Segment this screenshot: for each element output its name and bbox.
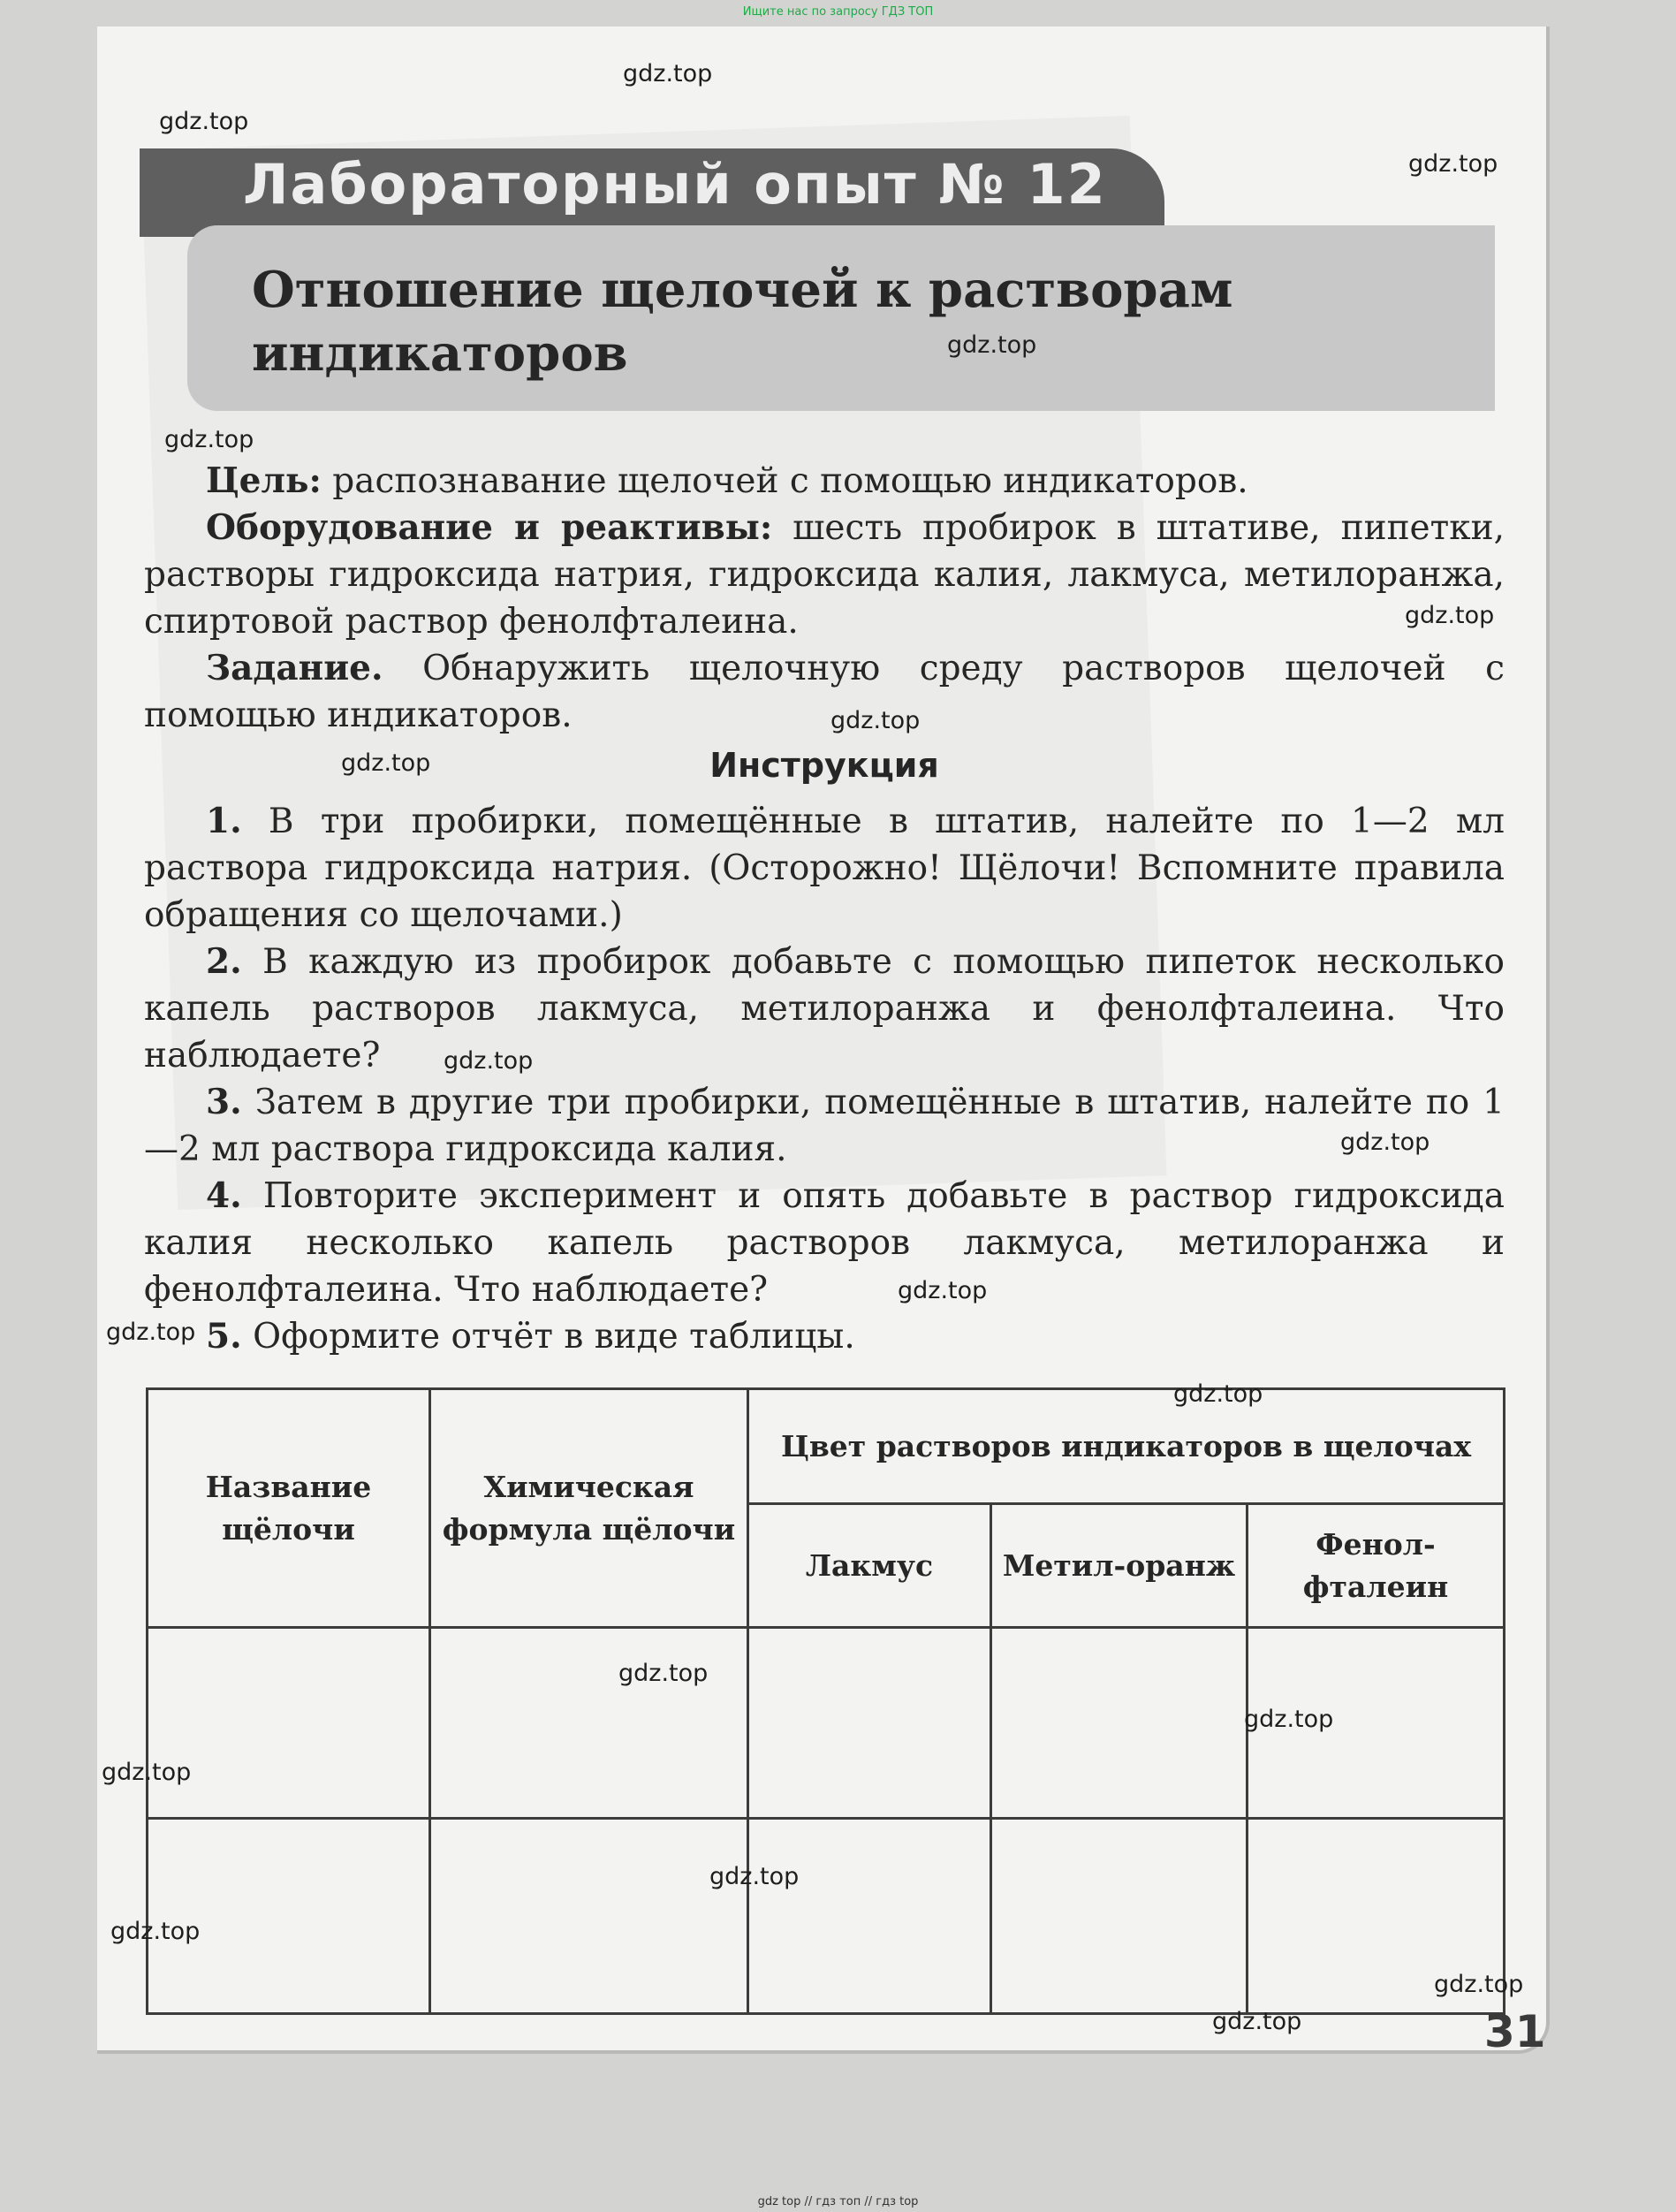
instruction-heading: Инструкция bbox=[709, 746, 939, 785]
watermark: gdz.top bbox=[1173, 1380, 1263, 1408]
goal-paragraph bbox=[144, 458, 1505, 505]
watermark: gdz.top bbox=[444, 1047, 534, 1075]
step-4 bbox=[144, 1173, 1505, 1313]
watermark: gdz.top bbox=[106, 1319, 196, 1346]
watermark: gdz.top bbox=[898, 1277, 988, 1304]
goal-text: распознавание щелочей с помощью индикаторов. bbox=[321, 461, 1248, 501]
report-table bbox=[146, 1387, 1505, 2015]
top-note: Ищите нас по запросу ГДЗ ТОП bbox=[742, 5, 934, 19]
task-label: Задание. bbox=[206, 648, 383, 688]
answer-cell[interactable] bbox=[991, 1628, 1248, 1819]
lab-body bbox=[144, 458, 1505, 1360]
header-formula: Химическая формула щёлочи bbox=[430, 1389, 748, 1628]
answer-cell[interactable] bbox=[430, 1628, 748, 1819]
watermark: gdz.top bbox=[164, 426, 254, 453]
step-number: 2. bbox=[206, 941, 242, 982]
answer-cell[interactable] bbox=[430, 1819, 748, 2014]
watermark: gdz.top bbox=[159, 108, 249, 135]
watermark: gdz.top bbox=[1340, 1129, 1430, 1156]
step-3 bbox=[144, 1079, 1505, 1173]
watermark: gdz.top bbox=[1408, 150, 1498, 178]
step-5 bbox=[144, 1313, 1505, 1360]
header-alkali-name: Название щёлочи bbox=[148, 1389, 430, 1628]
step-text: В каждую из пробирок добавьте с помощью пипеток несколько капель растворов лакмуса, метилоранжа и фенолфталеина. Что наблюдаете? bbox=[144, 942, 1505, 1076]
equipment-label: Оборудование и реактивы: bbox=[206, 507, 773, 548]
page-number: 31 bbox=[1484, 2006, 1546, 2057]
topic-title: Отношение щелочей к растворам индикаторов bbox=[252, 261, 1233, 383]
step-text: Повторите эксперимент и опять добавьте в раствор гидроксида калия несколько капель растворов лакмуса, метилоранжа и фенолфталеина. Что наблюдаете? bbox=[144, 1176, 1505, 1310]
header-methyl-orange: Метил-оранж bbox=[991, 1504, 1248, 1628]
watermark: gdz.top bbox=[102, 1759, 192, 1786]
step-2 bbox=[144, 939, 1505, 1079]
bottom-note: gdz top // гдз топ // гдз top bbox=[757, 2195, 919, 2208]
watermark: gdz.top bbox=[947, 331, 1037, 359]
answer-cell[interactable] bbox=[148, 1819, 430, 2014]
watermark: gdz.top bbox=[709, 1863, 800, 1890]
step-text: Оформите отчёт в виде таблицы. bbox=[241, 1317, 855, 1357]
step-text: В три пробирки, помещённые в штатив, налейте по 1—2 мл раствора гидроксида натрия. (Осторожно! Щёлочи! Вспомните правила обращения со щелочами.) bbox=[144, 802, 1505, 935]
step-text: Затем в другие три пробирки, помещённые в штатив, налейте по 1—2 мл раствора гидроксида калия. bbox=[144, 1083, 1505, 1169]
watermark: gdz.top bbox=[1212, 2008, 1302, 2035]
watermark: gdz.top bbox=[110, 1918, 201, 1945]
step-number: 3. bbox=[206, 1082, 242, 1122]
header-indicator-colors: Цвет растворов индикаторов в щелочах bbox=[748, 1389, 1505, 1504]
watermark: gdz.top bbox=[623, 60, 713, 87]
equipment-text: шесть пробирок в штативе, пипетки, растворы гидроксида натрия, гидроксида калия, лакмуса, метилоранжа, спиртовой раствор фенолфталеина. bbox=[144, 508, 1505, 642]
watermark: gdz.top bbox=[830, 707, 921, 734]
step-1 bbox=[144, 798, 1505, 939]
answer-cell[interactable] bbox=[148, 1628, 430, 1819]
watermark: gdz.top bbox=[1244, 1706, 1334, 1733]
step-number: 1. bbox=[206, 801, 242, 841]
answer-cell[interactable] bbox=[748, 1628, 991, 1819]
task-paragraph bbox=[144, 645, 1505, 739]
watermark: gdz.top bbox=[341, 749, 431, 777]
watermark: gdz.top bbox=[1434, 1971, 1524, 1998]
watermark: gdz.top bbox=[1405, 602, 1495, 629]
step-number: 4. bbox=[206, 1175, 242, 1216]
step-number: 5. bbox=[206, 1316, 242, 1357]
goal-label: Цель: bbox=[206, 460, 322, 501]
task-text: Обнаружить щелочную среду растворов щелочей с помощью индикаторов. bbox=[144, 649, 1505, 735]
answer-cell[interactable] bbox=[991, 1819, 1248, 2014]
equipment-paragraph bbox=[144, 505, 1505, 645]
header-phenolphthalein: Фенол-фталеин bbox=[1248, 1504, 1505, 1628]
answer-cell[interactable] bbox=[748, 1819, 991, 2014]
table-row bbox=[148, 1819, 1505, 2014]
header-litmus: Лакмус bbox=[748, 1504, 991, 1628]
lab-title: Лабораторный опыт № 12 bbox=[243, 152, 1107, 217]
watermark: gdz.top bbox=[618, 1660, 709, 1687]
